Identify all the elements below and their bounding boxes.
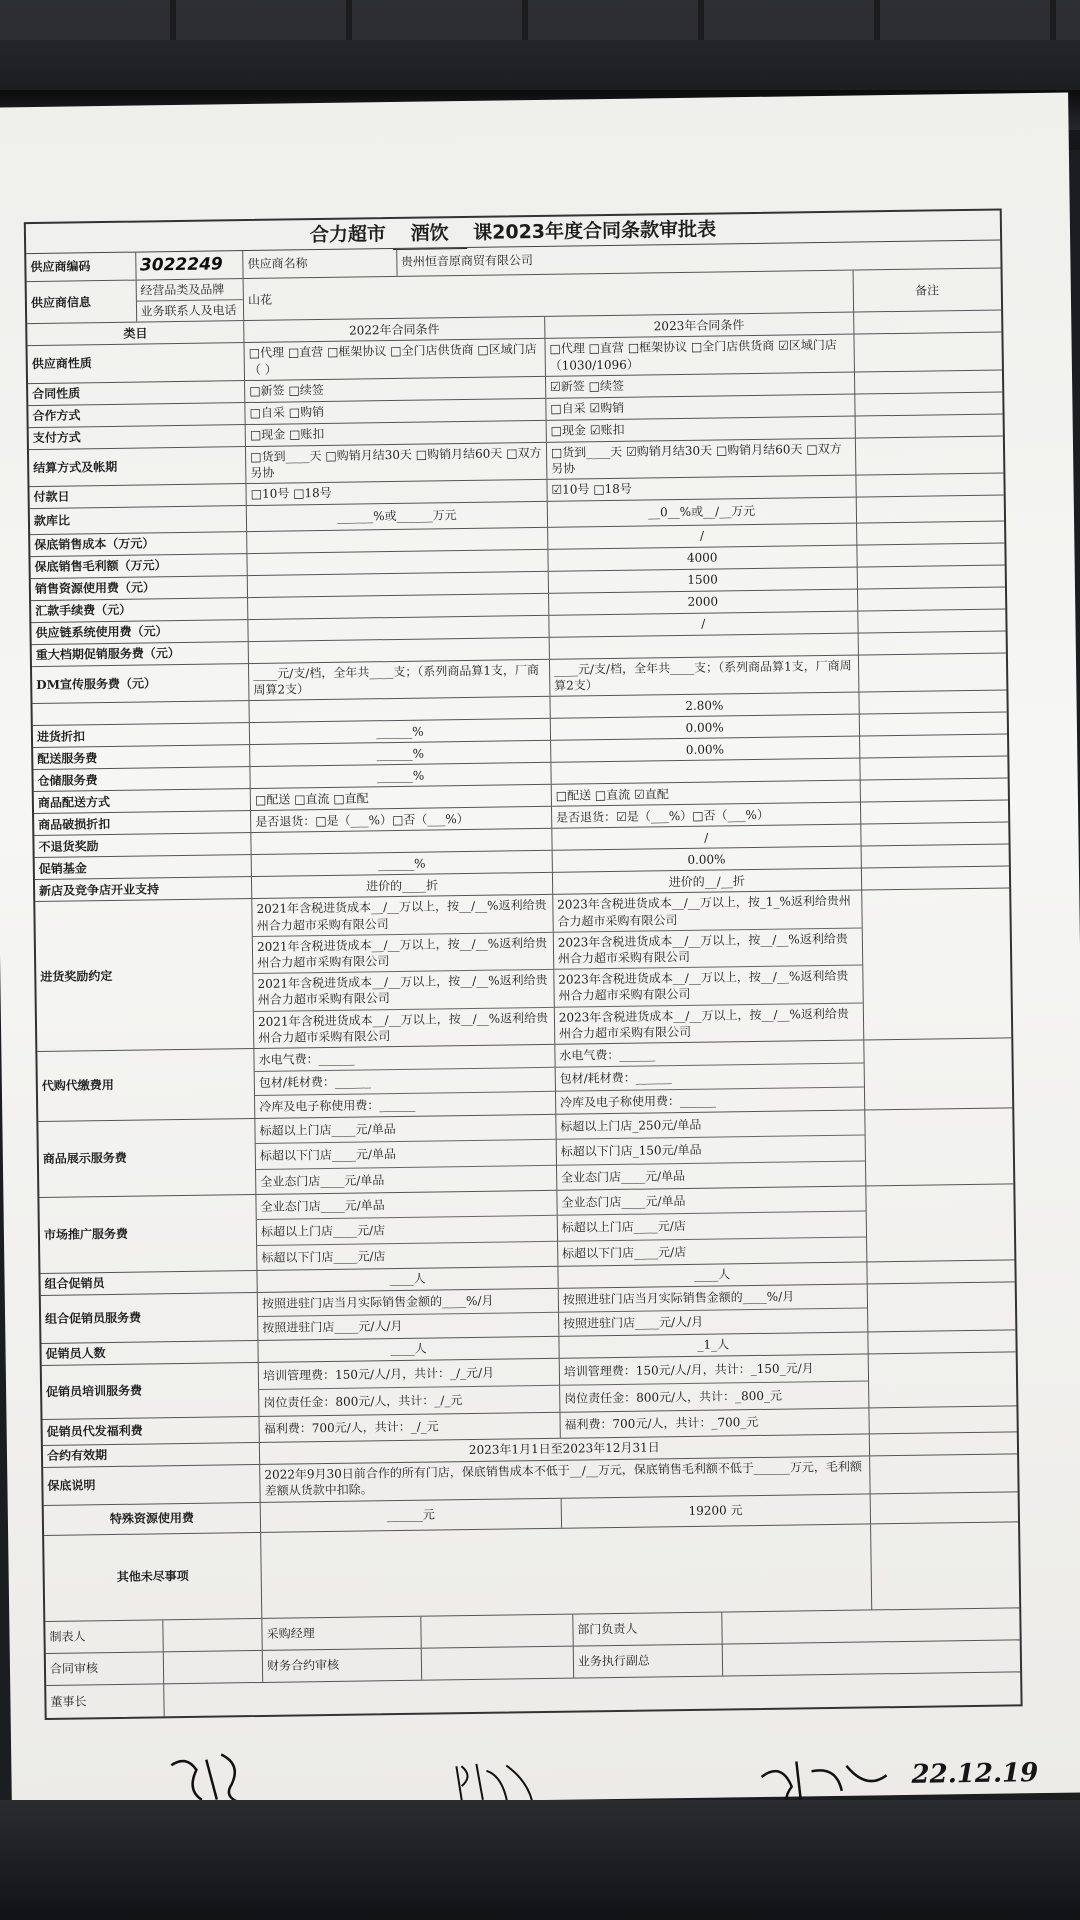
supplier-name-label: 供应商名称 [243, 249, 397, 278]
promoter-label: 促销员人数 [41, 1341, 258, 1365]
promoter-2023: _1_人 [559, 1332, 868, 1357]
period-label: 合约有效期 [43, 1443, 260, 1467]
display-2023-line: 标超以下门店_150元/单品 [557, 1136, 865, 1166]
training-2022 [259, 1359, 560, 1416]
rebate-2023-line: 2023年含税进货成本__/__万以上，按_1_%返利给贵州合力超市采购有限公司 [553, 891, 861, 933]
note-cell [860, 779, 1008, 802]
note-cell [858, 632, 1006, 655]
y2022-header: 2022年合同条件 [244, 317, 545, 342]
note-cell [859, 713, 1007, 736]
y2023-header: 2023年合同条件 [545, 313, 854, 338]
row-2022: 是否退货：□是（___%）□否（___%） [251, 807, 552, 832]
purchase-manager-signature-cell [422, 1615, 574, 1648]
finance-review-signature-cell [422, 1647, 574, 1680]
display-2023-line: 全业态门店____元/单品 [560, 1168, 686, 1185]
market-2023 [557, 1186, 867, 1265]
rebate-2022-line: 2021年含税进货成本__/__万以上，按__/__%返利给贵州合力超市采购有限公司 [253, 933, 553, 975]
row-2022: □新签 □续签 [245, 377, 546, 402]
row-2023: 0.00% [551, 715, 860, 740]
contract-review-signature-cell [163, 1651, 263, 1683]
row-label: 销售资源使用费（元） [31, 576, 248, 600]
maker-signature-cell [163, 1619, 263, 1651]
proxy-2022 [254, 1045, 556, 1118]
row-2022 [250, 697, 551, 722]
row-2022 [249, 638, 550, 663]
row-label: 重大档期促销服务费（元） [32, 642, 249, 666]
note-cell [862, 889, 1011, 1040]
note-cell [861, 867, 1009, 890]
row-2023: 0.00% [551, 737, 860, 762]
row-label: 不退货奖励 [34, 833, 251, 857]
note-cell [864, 1038, 1012, 1109]
guarantee-value: 2022年9月30日前合作的所有门店，保底销售成本不低于__/__万元，保底销售毛利额不低于______万元，毛利额差额从货款中扣除。 [260, 1456, 870, 1502]
row-2023: 进价的__/__折 [553, 869, 862, 894]
training-2023 [560, 1354, 869, 1411]
note-cell [860, 757, 1008, 780]
display-2022 [255, 1115, 557, 1194]
welfare-2022: 福利费：700元/人，共计：_/_元 [260, 1413, 561, 1442]
team-2022: ____人 [258, 1267, 559, 1292]
note-cell [870, 1492, 1018, 1523]
exec-vp-label: 业务执行副总 [574, 1644, 724, 1677]
note-cell [859, 691, 1007, 714]
row-2023: □现金 ☑账扣 [546, 416, 855, 441]
note-cell [866, 1184, 1014, 1261]
supplier-code-label: 供应商编码 [26, 253, 136, 281]
row-2023: □货到____天 ☑购销月结30天 □购销月结60天 □双方另协 [547, 438, 856, 479]
row-2022: □货到____天 □购销月结30天 □购销月结60天 □双方另协 [246, 443, 547, 484]
display-row [38, 1108, 1013, 1198]
row-2022 [248, 594, 549, 619]
note-cell [869, 1432, 1017, 1455]
note-cell [854, 333, 1002, 371]
display-2022-line: 全业态门店____元/单品 [260, 1172, 385, 1189]
row-2022: □配送 □直流 □直配 [251, 785, 552, 810]
market-2022-line: 全业态门店____元/单品 [257, 1191, 557, 1221]
row-2022: ______% [250, 741, 551, 766]
desk-background [0, 1800, 1080, 1920]
row-2023: / [552, 825, 861, 850]
row-label: 进货折扣 [33, 723, 250, 747]
training-label: 促销员培训服务费 [42, 1363, 260, 1419]
row-label: 保底销售毛利额（万元） [30, 554, 247, 578]
rebate-2022-line: 2021年含税进货成本__/__万以上，按__/__%返利给贵州合力超市采购有限公司 [257, 1010, 549, 1045]
row-label: 供应商性质 [28, 343, 246, 382]
row-2023: □代理 □直营 □框架协议 □全门店供货商 ☑区域门店（1030/1096） [545, 335, 854, 376]
row-2022: ____元/支/档，全年共____支；（系列商品算1支，厂商周算2支） [249, 660, 550, 701]
row-2022: 进价的____折 [252, 873, 553, 898]
row-2022: ______% [252, 851, 553, 876]
rebate-label: 进货奖励约定 [35, 899, 254, 1051]
row-2023 [550, 634, 859, 659]
training-2022-line: 岗位责任金：800元/人，共计：_/_元 [263, 1392, 463, 1410]
proxy-2023-line: 水电气费：______ [555, 1040, 863, 1068]
title-suffix: 课2023年度合同条款审批表 [473, 218, 717, 244]
note-cell [858, 654, 1006, 692]
proxy-2022-line: 包材/耗材费：______ [255, 1068, 555, 1096]
row-2022 [248, 550, 549, 575]
supplier-info-labels [136, 279, 244, 322]
market-2023-line: 全业态门店____元/单品 [557, 1186, 865, 1216]
row-label: 商品破损折扣 [34, 811, 251, 835]
promoter-2022: ____人 [259, 1337, 560, 1362]
training-2023-line: 岗位责任金：800元/人，共计：_800_元 [564, 1388, 783, 1406]
dept-head-label: 部门负责人 [573, 1612, 723, 1645]
note-cell [867, 1260, 1015, 1283]
contact-label: 业务联系人及电话 [140, 303, 237, 319]
row-2022: □10号 □18号 [247, 480, 548, 505]
team-fee-2023 [559, 1284, 868, 1335]
row-label: 合作方式 [28, 403, 245, 427]
rebate-2023-line: 2023年含税进货成本__/__万以上，按__/__%返利给贵州合力超市采购有限公司 [554, 966, 862, 1008]
training-2022-line: 培训管理费：150元/人/月，共计：_/_元/月 [259, 1359, 559, 1390]
exec-vp-signature-cell [723, 1640, 1020, 1675]
team-fee-2022-line: 按照进驻门店当月实际销售金额的____%/月 [258, 1289, 558, 1317]
note-cell [867, 1282, 1015, 1331]
team-fee-2023-line: 按照进驻门店____元/人/月 [563, 1315, 704, 1332]
proxy-2023-line: 冷库及电子称使用费：______ [559, 1093, 717, 1110]
row-2023: __0__%或__/__万元 [548, 498, 857, 527]
note-cell [871, 1522, 1020, 1609]
supplier-info-label: 供应商信息 [27, 281, 137, 324]
display-2022-line: 标超以上门店____元/单品 [255, 1115, 555, 1145]
team-fee-2022 [258, 1289, 559, 1340]
note-cell [855, 436, 1003, 474]
rebate-2023-line: 2023年含税进货成本__/__万以上，按__/__%返利给贵州合力超市采购有限公司 [558, 1006, 849, 1041]
note-cell [860, 735, 1008, 758]
row-2023 [551, 759, 860, 784]
other-label: 其他未尽事项 [44, 1533, 262, 1621]
row-2022: □自采 □购销 [245, 399, 546, 424]
maker-label: 制表人 [45, 1620, 163, 1653]
team-fee-2023-line: 按照进驻门店当月实际销售金额的____%/月 [559, 1284, 867, 1312]
note-cell [868, 1352, 1016, 1407]
note-cell [857, 566, 1005, 589]
team-fee-2022-line: 按照进驻门店____元/人/月 [262, 1319, 403, 1336]
row-2023: 0.00% [552, 847, 861, 872]
display-2023 [556, 1110, 866, 1189]
special-2023: 19200 元 [562, 1494, 871, 1527]
other-value [261, 1524, 872, 1618]
note-cell [854, 311, 1002, 334]
market-2022 [257, 1191, 559, 1270]
proxy-2022-line: 水电气费：______ [254, 1045, 554, 1073]
row-2022: ______% [251, 763, 552, 788]
note-cell [856, 474, 1004, 497]
row-label: 新店及竞争店开业支持 [35, 877, 252, 901]
period-value: 2023年1月1日至2023年12月31日 [260, 1434, 870, 1464]
other-row [44, 1522, 1019, 1622]
row-2022: □代理 □直营 □框架协议 □全门店供货商 □区域门店（ ） [245, 339, 546, 380]
proxy-2023-line: 包材/耗材费：______ [556, 1064, 864, 1092]
category-value: 山花 [244, 270, 854, 320]
rebate-row [35, 889, 1011, 1052]
rebate-2022-line: 2021年含税进货成本__/__万以上，按__/__%返利给贵州合力超市采购有限公司 [253, 970, 553, 1012]
row-label: 款库比 [30, 506, 247, 534]
special-2022: ______元 [261, 1499, 562, 1532]
note-cell [855, 392, 1003, 415]
row-label: 供应链系统使用费（元） [31, 620, 248, 644]
display-label: 商品展示服务费 [38, 1119, 256, 1197]
rebate-2022 [252, 895, 555, 1048]
row-label: 商品配送方式 [34, 789, 251, 813]
row-label [33, 701, 250, 725]
row-label: 配送服务费 [33, 745, 250, 769]
note-cell [857, 522, 1005, 545]
note-cell [857, 544, 1005, 567]
title-prefix: 合力超市 [309, 223, 387, 247]
market-2022-line: 标超以上门店____元/店 [257, 1216, 557, 1246]
welfare-2023: 福利费：700元/人，共计：_700_元 [560, 1408, 869, 1437]
display-2023-line: 标超以上门店_250元/单品 [556, 1110, 864, 1140]
note-cell [869, 1406, 1017, 1433]
row-2023: ☑新签 □续签 [546, 372, 855, 397]
row-2022 [247, 528, 548, 553]
note-cell [855, 370, 1003, 393]
proxy-2023 [555, 1040, 865, 1113]
market-2022-line: 标超以下门店____元/店 [261, 1248, 386, 1265]
guarantee-label: 保底说明 [43, 1465, 261, 1505]
note-cell [858, 588, 1006, 611]
row-2023: / [548, 524, 857, 549]
dept-head-signature-cell [723, 1608, 1020, 1643]
item-header: 类目 [27, 321, 244, 345]
note-cell [861, 823, 1009, 846]
row-label: 仓储服务费 [33, 767, 250, 791]
row-2023: 2000 [549, 590, 858, 615]
row-2023: 4000 [548, 546, 857, 571]
welfare-label: 促销员代发福利费 [43, 1417, 260, 1445]
row-label: 汇款手续费（元） [31, 598, 248, 622]
paper-sheet [0, 93, 1080, 1808]
note-cell [870, 1454, 1018, 1493]
rebate-2023 [553, 891, 864, 1044]
team-label: 组合促销员 [40, 1271, 257, 1295]
note-cell [865, 1108, 1013, 1185]
row-2023: 是否退货：☑是（___%）□否（___%） [552, 803, 861, 828]
row-label: DM宣传服务费（元） [32, 664, 250, 703]
chairman-label: 董事长 [46, 1684, 164, 1718]
proxy-2022-line: 冷库及电子称使用费：______ [259, 1097, 416, 1114]
purchase-manager-signature [451, 1755, 542, 1806]
purchase-manager-label: 采购经理 [262, 1617, 422, 1650]
note-cell [861, 845, 1009, 868]
market-2023-line: 标超以上门店____元/店 [558, 1212, 866, 1242]
market-row [39, 1184, 1014, 1274]
row-2022: ______%或______万元 [247, 502, 548, 531]
note-cell [858, 610, 1006, 633]
row-2022: ______% [250, 719, 551, 744]
row-label: 促销基金 [35, 855, 252, 879]
row-2023: 1500 [549, 568, 858, 593]
row-2022: □现金 □账扣 [246, 421, 547, 446]
special-label: 特殊资源使用费 [44, 1503, 261, 1535]
training-2023-line: 培训管理费：150元/人/月，共计：_150_元/月 [560, 1354, 868, 1385]
row-2023: / [549, 612, 858, 637]
row-2022 [248, 616, 549, 641]
row-label: 付款日 [29, 484, 246, 508]
note-cell [855, 414, 1003, 437]
row-label: 结算方式及帐期 [29, 447, 247, 486]
note-cell [861, 801, 1009, 824]
market-2023-line: 标超以下门店____元/店 [562, 1244, 687, 1261]
approval-form [24, 208, 1023, 1719]
row-2023: □自采 ☑购销 [546, 394, 855, 419]
contract-review-label: 合同审核 [46, 1652, 164, 1685]
row-label: 保底销售成本（万元） [30, 532, 247, 556]
proxy-label: 代购代缴费用 [37, 1049, 255, 1121]
note-cell [856, 496, 1004, 523]
row-2022 [251, 829, 552, 854]
note-header: 备注 [915, 282, 940, 298]
category-label: 经营品类及品牌 [136, 279, 243, 302]
team-fee-label: 组合促销员服务费 [41, 1293, 259, 1343]
row-2023: □配送 □直流 ☑直配 [552, 781, 861, 806]
display-2022-line: 标超以下门店____元/单品 [256, 1140, 556, 1170]
title-dept: 酒饮 [392, 218, 466, 250]
note-cell [868, 1330, 1016, 1353]
row-2023: 2.80% [550, 693, 859, 718]
keyboard-keys [0, 0, 1080, 40]
supplier-code-value: 3022249 [136, 251, 244, 279]
rebate-2023-line: 2023年含税进货成本__/__万以上，按__/__%返利给贵州合力超市采购有限公司 [554, 928, 862, 970]
signature-date: 22.12.19 [911, 1758, 1039, 1790]
row-label: 合同性质 [28, 381, 245, 405]
row-2023: ____元/支/档，全年共____支；（系列商品算1支，厂商周算2支） [550, 656, 859, 697]
row-2022 [248, 572, 549, 597]
supplier-name-value: 贵州恒音原商贸有限公司 [400, 253, 534, 270]
row-2023: ☑10号 □18号 [547, 476, 856, 501]
finance-review-label: 财务合约审核 [263, 1649, 423, 1682]
row-label: 支付方式 [29, 425, 246, 449]
market-label: 市场推广服务费 [39, 1195, 257, 1273]
team-2023: ____人 [558, 1262, 867, 1287]
rebate-2022-line: 2021年含税进货成本__/__万以上，按__/__%返利给贵州合力超市采购有限公司 [252, 895, 552, 937]
